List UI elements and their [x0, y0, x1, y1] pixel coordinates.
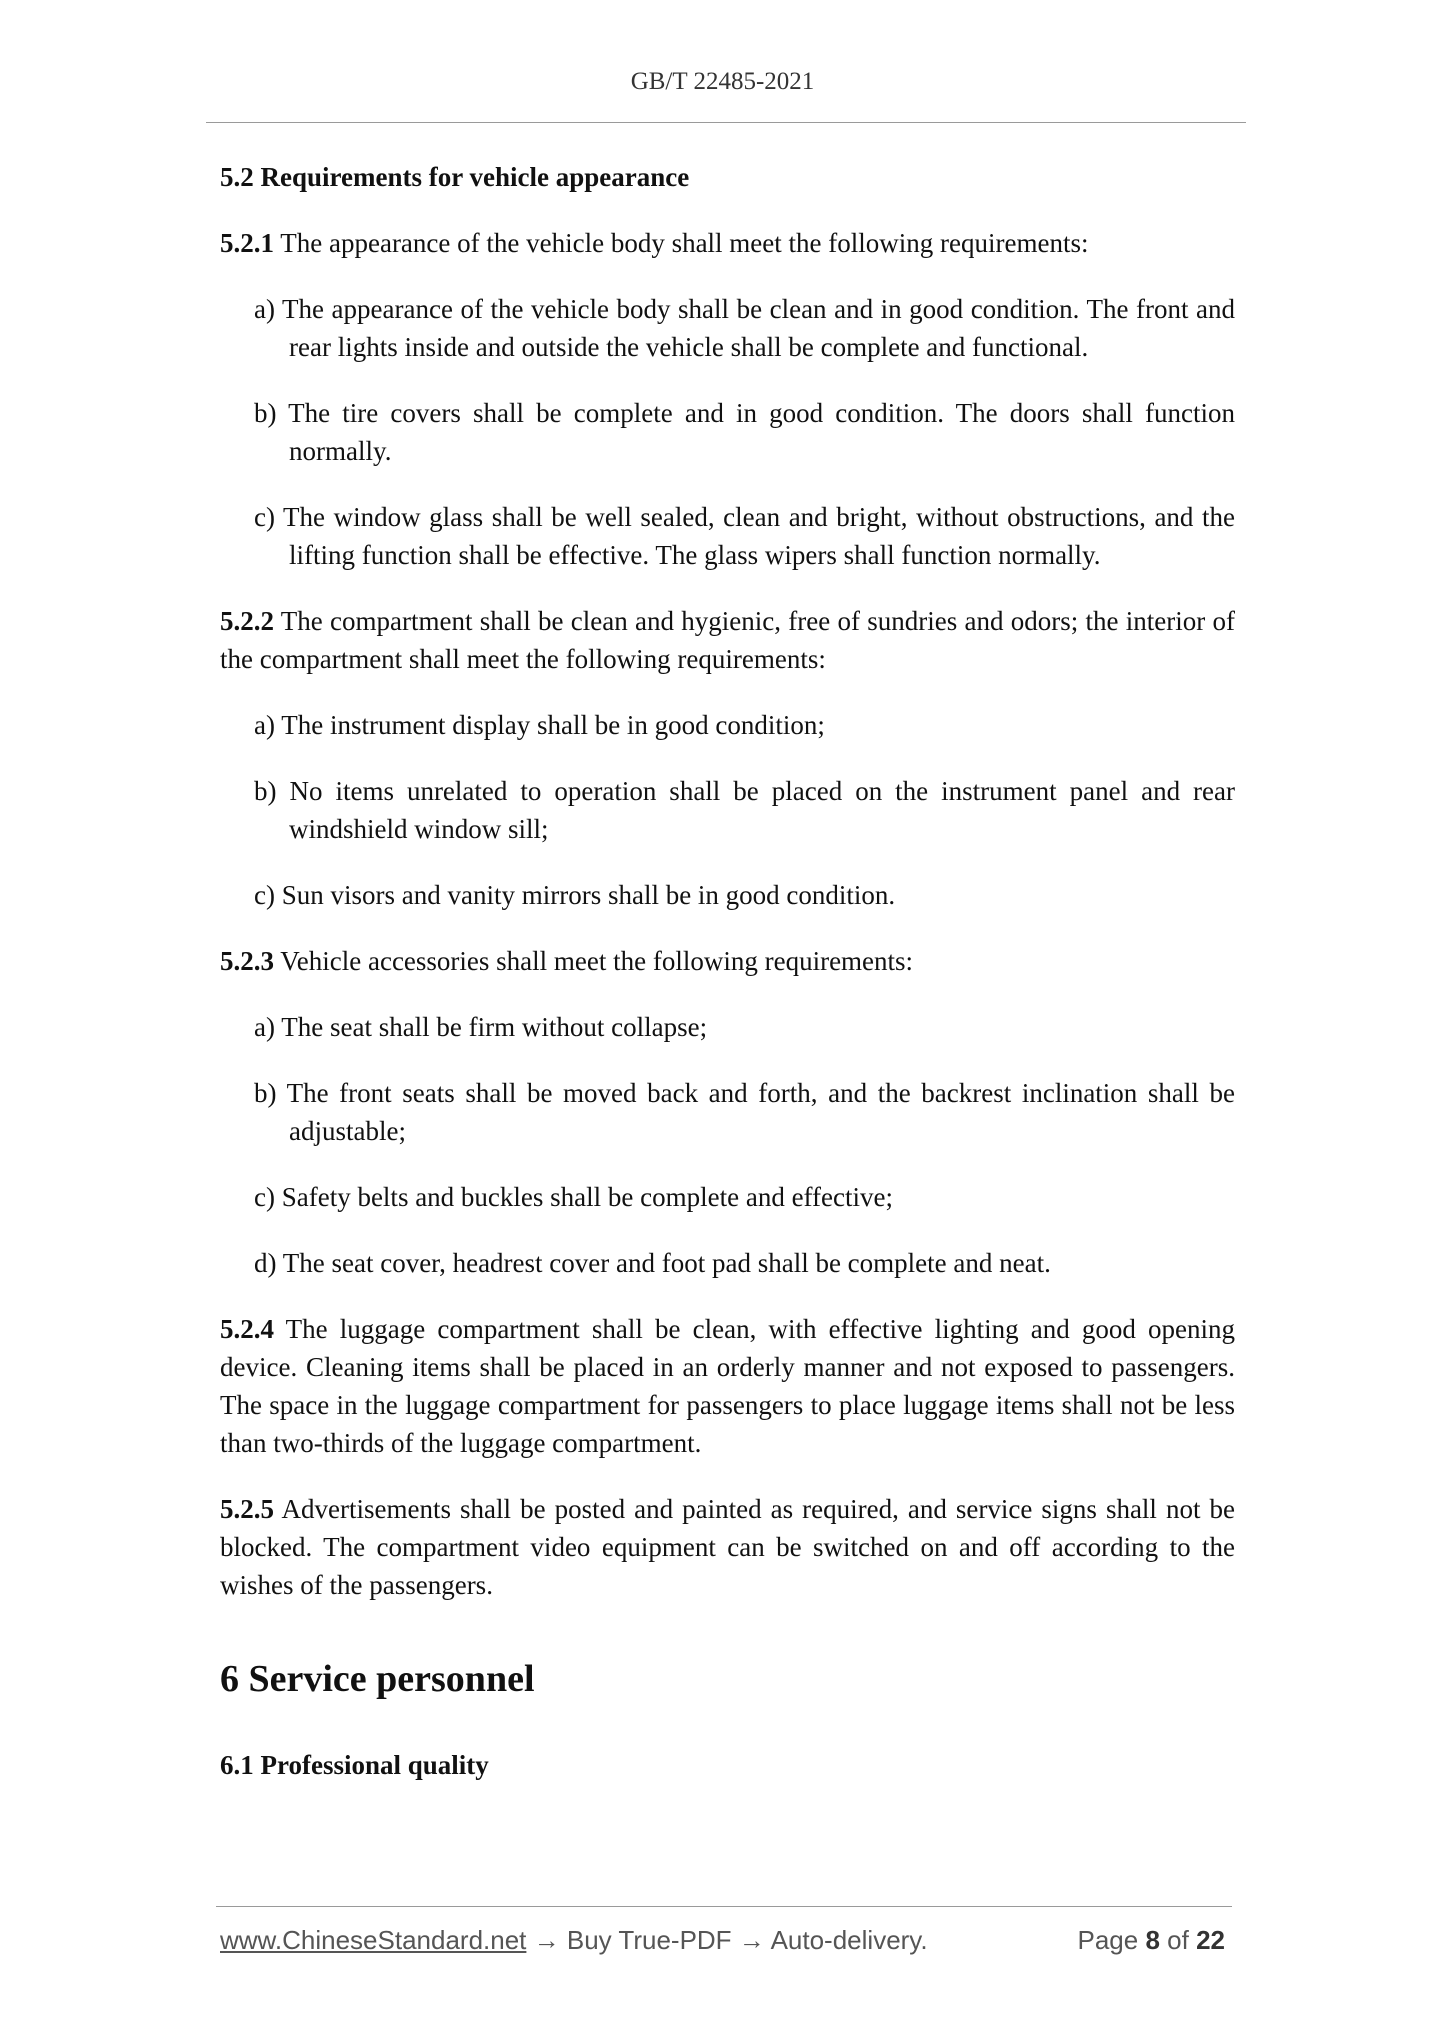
of-word: of [1167, 1925, 1189, 1955]
clause-text: The compartment shall be clean and hygienic, free of sundries and odors; the interior of the compartment shall meet the following requirements: [220, 606, 1235, 674]
page-number: 8 [1145, 1925, 1160, 1955]
paragraph-5-2-5 [220, 1490, 1235, 1604]
list-item: b) No items unrelated to operation shall be placed on the instrument panel and rear windshield window sill; [254, 776, 1235, 844]
page-total: 22 [1196, 1925, 1225, 1955]
page-word: Page [1077, 1925, 1139, 1955]
list-item: c) Sun visors and vanity mirrors shall be in good condition. [254, 880, 896, 910]
clause-number: 5.2.2 [220, 606, 274, 636]
section-heading-5-2: 5.2 Requirements for vehicle appearance [220, 162, 690, 192]
footer [220, 1925, 1225, 1956]
page-indicator [1077, 1925, 1225, 1956]
clause-text: The luggage compartment shall be clean, with effective lighting and good opening device. Cleaning items shall be placed in an orderly manner and not exposed to passengers. The space in the luggage compartment for passengers to place luggage items shall not be less than two-thirds of the luggage compartment. [220, 1314, 1235, 1458]
clause-number: 5.2.3 [220, 946, 274, 976]
paragraph-5-2-1 [220, 224, 1235, 262]
list-item: c) Safety belts and buckles shall be complete and effective; [254, 1182, 894, 1212]
list-item: c) The window glass shall be well sealed, clean and bright, without obstructions, and the lifting function shall be effective. The glass wipers shall function normally. [254, 502, 1235, 570]
list-item: b) The front seats shall be moved back and forth, and the backrest inclination shall be adjustable; [254, 1078, 1235, 1146]
paragraph-5-2-2 [220, 602, 1235, 678]
list-item: b) The tire covers shall be complete and in good condition. The doors shall function normally. [254, 398, 1235, 466]
chapter-heading-6: 6 Service personnel [220, 1658, 535, 1700]
footer-tagline: → Buy True-PDF → Auto-delivery. [526, 1925, 928, 1955]
header-standard-code: GB/T 22485-2021 [630, 68, 815, 95]
website-link[interactable]: www.ChineseStandard.net [220, 1925, 527, 1955]
paragraph-5-2-3 [220, 942, 1235, 980]
header-divider [206, 122, 1246, 123]
paragraph-5-2-4 [220, 1310, 1235, 1462]
list-item: a) The instrument display shall be in good condition; [254, 710, 825, 740]
list-item: a) The appearance of the vehicle body shall be clean and in good condition. The front and rear lights inside and outside the vehicle shall be complete and functional. [254, 294, 1235, 362]
list-item: a) The seat shall be firm without collapse; [254, 1012, 708, 1042]
clause-text: Advertisements shall be posted and painted as required, and service signs shall not be blocked. The compartment video equipment can be switched on and off according to the wishes of the passengers. [220, 1494, 1235, 1600]
clause-number: 5.2.5 [220, 1494, 274, 1524]
clause-text: The appearance of the vehicle body shall meet the following requirements: [274, 228, 1089, 258]
document-body [220, 150, 1235, 1784]
section-heading-6-1: 6.1 Professional quality [220, 1750, 489, 1780]
list-item: d) The seat cover, headrest cover and foot pad shall be complete and neat. [254, 1248, 1051, 1278]
clause-text: Vehicle accessories shall meet the following requirements: [274, 946, 914, 976]
footer-divider [216, 1906, 1232, 1907]
clause-number: 5.2.4 [220, 1314, 274, 1344]
clause-number: 5.2.1 [220, 228, 274, 258]
